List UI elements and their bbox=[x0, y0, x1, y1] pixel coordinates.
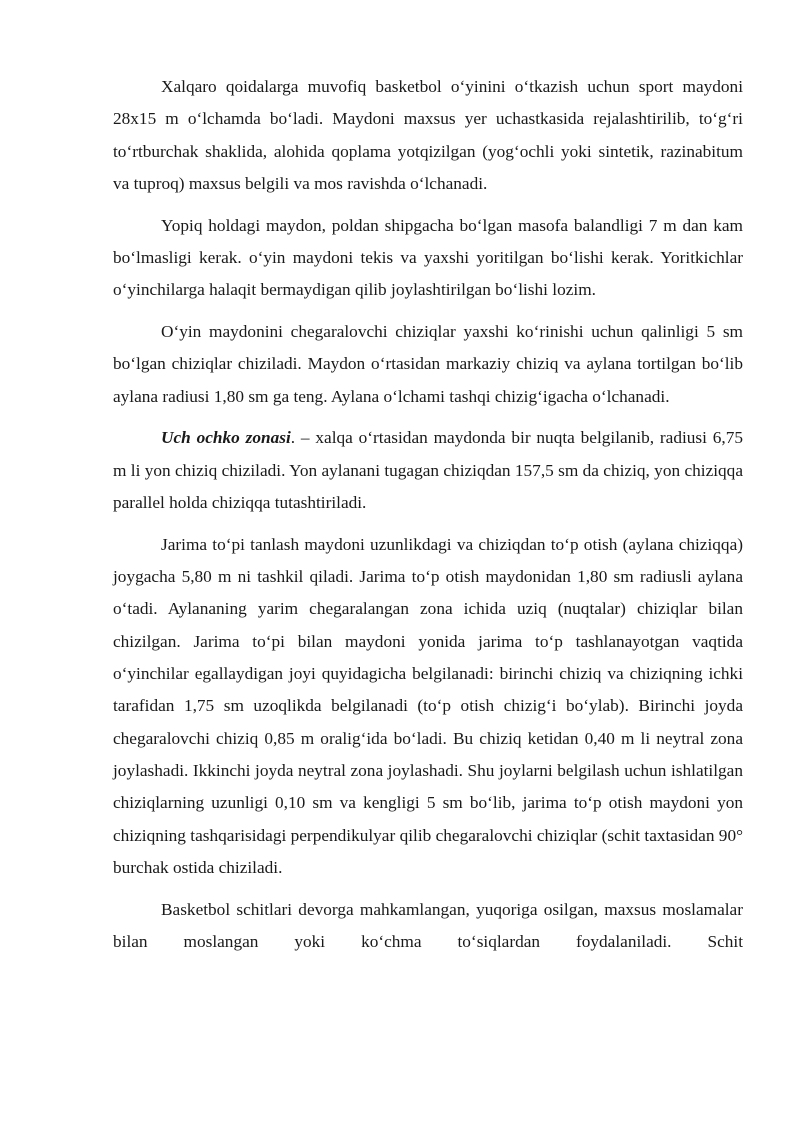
paragraph-text: O‘yin maydonini chegaralovchi chiziqlar yaxshi ko‘rinishi uchun qalinligi 5 sm bo‘lgan chiziqlar chiziladi. Maydon o‘rtasidan markaziy chiziq va aylana tortilgan bo‘lib aylana radiusi 1,80 sm ga teng. Aylana o‘lchami tashqi chizig‘igacha o‘lchanadi. bbox=[113, 322, 743, 406]
paragraph-backboards bbox=[113, 894, 743, 959]
paragraph-court-dimensions bbox=[113, 71, 743, 200]
paragraph-text: Yopiq holdagi maydon, poldan shipgacha bo‘lgan masofa balandligi 7 m dan kam bo‘lmasligi kerak. o‘yin maydoni tekis va yaxshi yoritilgan bo‘lishi kerak. Yoritkichlar o‘yinchilarga halaqit bermaydigan qilib joylashtirilgan bo‘lishi lozim. bbox=[113, 215, 743, 300]
paragraph-text: Jarima to‘pi tanlash maydoni uzunlikdagi va chiziqdan to‘p otish (aylana chiziqqa) joygacha 5,80 m ni tashkil qiladi. Jarima to‘p otish maydonidan 1,80 sm radiusli aylana o‘tadi. Aylananing yarim chegaralangan zona ichida uziq (nuqtalar) chiziqlar bilan chizilgan. Jarima to‘pi bilan maydoni yonida jarima to‘p tashlanayotgan vaqtida o‘yinchilar egallaydigan joyi quyidagicha belgilanadi: birinchi chiziq va chiziqning ichki tarafidan 1,75 sm uzoqlikda belgilanadi (to‘p otish chizig‘i bo‘ylab). Birinchi joyda chegaralovchi chiziq 0,85 m oralig‘ida bo‘ladi. Bu chiziq ketidan 0,40 m li neytral zona joylashadi. Ikkinchi joyda neytral zona joylashadi. Shu joylarni belgilash uchun ishlatilgan chiziqlarning uzunligi 0,10 sm va kengligi 5 sm bo‘lib, jarima to‘p otish maydoni yon chiziqning tashqarisidagi perpendikulyar qilib chegaralovchi chiziqlar (schit taxtasidan 90° burchak ostida chiziladi. bbox=[113, 534, 743, 877]
paragraph-boundary-lines bbox=[113, 316, 743, 413]
paragraph-text: Xalqaro qoidalarga muvofiq basketbol o‘yinini o‘tkazish uchun sport maydoni 28x15 m o‘lchamda bo‘ladi. Maydoni maxsus yer uchastkasida rejalashtirilib, to‘g‘ri to‘rtburchak shaklida, alohida qoplama yotqizilgan (yog‘ochli yoki sintetik, razinabitum va tuproq) maxsus belgili va mos ravishda o‘lchanadi. bbox=[113, 77, 743, 193]
paragraph-text: . – xalqa o‘rtasidan maydonda bir nuqta belgilanib, radiusi 6,75 m li yon chiziq chiziladi. Yon aylanani tugagan chiziqdan 157,5 sm da chiziq, yon chiziqqa parallel holda chiziqqa tutashtiriladi. bbox=[113, 428, 744, 513]
paragraph-text: Basketbol schitlari devorga mahkamlangan, yuqoriga osilgan, maxsus moslamalar bilan moslangan yoki ko‘chma to‘siqlardan foydalaniladi. Schit bbox=[113, 899, 743, 951]
paragraph-three-point-zone bbox=[113, 422, 743, 519]
document-page bbox=[113, 71, 743, 968]
paragraph-indoor-height bbox=[113, 210, 743, 307]
paragraph-lead-term: Uch ochko zonasi bbox=[161, 428, 291, 448]
paragraph-free-throw-area bbox=[113, 529, 743, 884]
